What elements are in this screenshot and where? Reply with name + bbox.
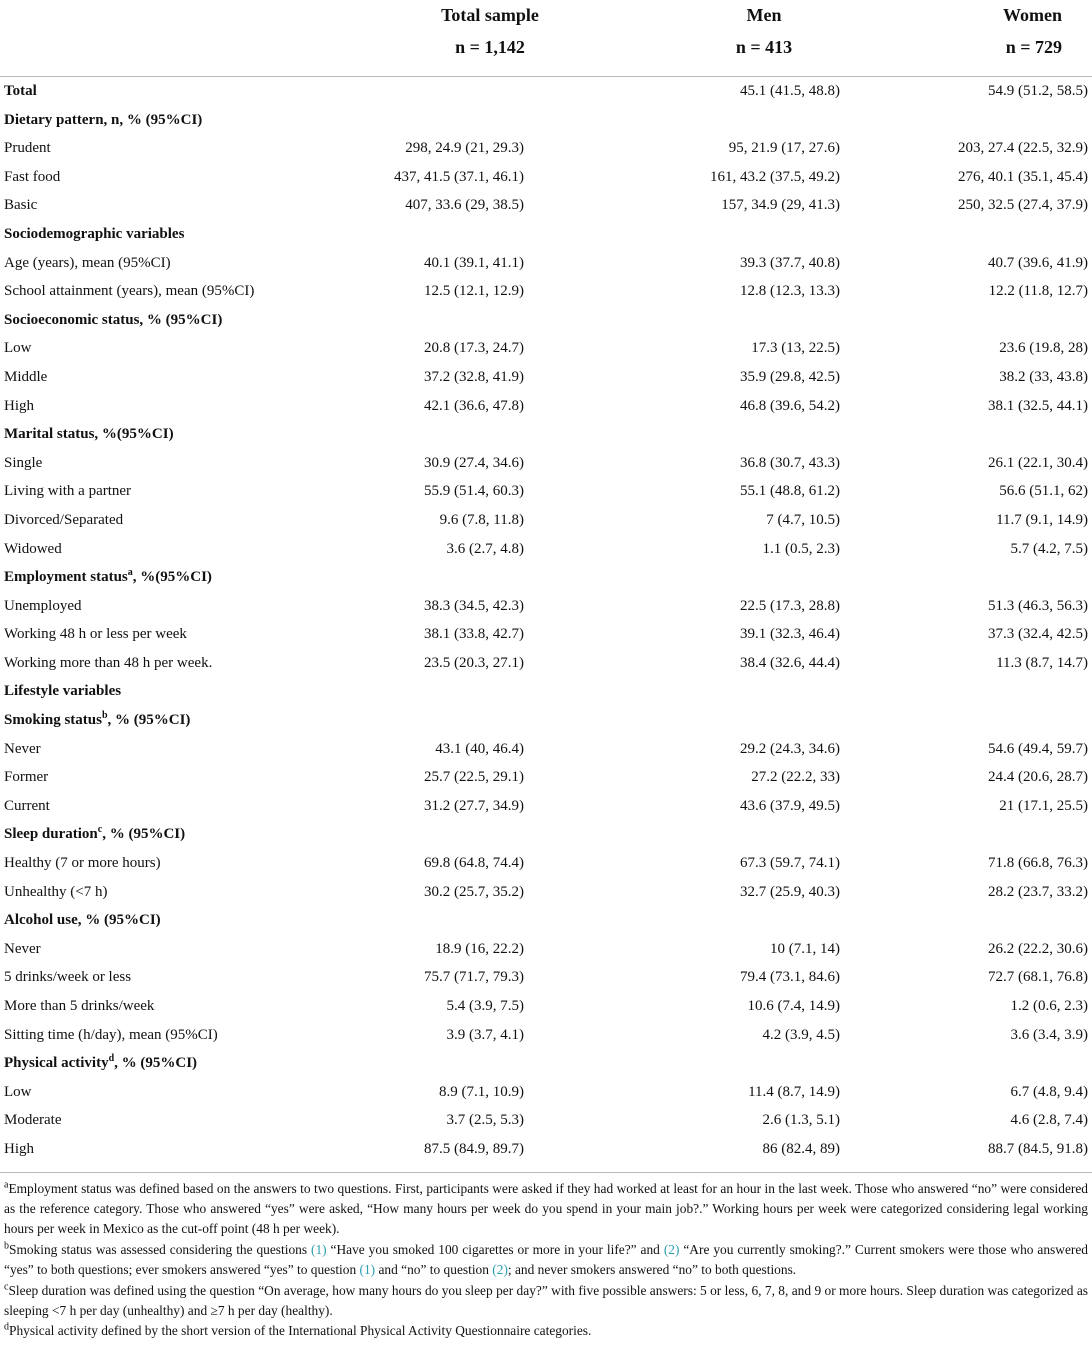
table-row <box>0 449 1092 478</box>
row-label-text: Current <box>4 797 50 814</box>
row-label-text: Single <box>4 454 43 471</box>
cell-total <box>316 1049 634 1078</box>
footnotes <box>0 1173 1092 1342</box>
table-row <box>0 963 1092 992</box>
cell-men <box>634 677 874 706</box>
cell-men: 157, 34.9 (29, 41.3) <box>721 197 840 214</box>
cell-total <box>316 820 634 849</box>
section-row <box>0 706 1092 735</box>
row-label <box>0 420 316 449</box>
row-label <box>0 1078 316 1107</box>
cell-women: 71.8 (66.8, 76.3) <box>988 855 1088 872</box>
row-label-footnote-marker: b <box>101 710 108 722</box>
row-label <box>0 820 316 849</box>
row-label <box>0 849 316 878</box>
row-label-text: Moderate <box>4 1112 62 1129</box>
cell-total: 8.9 (7.1, 10.9) <box>439 1083 524 1100</box>
table-row <box>0 763 1092 792</box>
cell-men: 32.7 (25.9, 40.3) <box>740 883 840 900</box>
row-label-text: Unemployed <box>4 597 82 614</box>
cell-men: 22.5 (17.3, 28.8) <box>740 597 840 614</box>
row-label <box>0 677 316 706</box>
cell-men: 79.4 (73.1, 84.6) <box>740 969 840 986</box>
cell-men: 10 (7.1, 14) <box>770 940 840 957</box>
row-label <box>0 649 316 678</box>
row-label <box>0 249 316 278</box>
row-label-text: Divorced/Separated <box>4 511 124 528</box>
row-label-text: Sociodemographic variables <box>4 225 185 242</box>
row-label-text: Prudent <box>4 140 51 157</box>
cell-women: 6.7 (4.8, 9.4) <box>1010 1083 1088 1100</box>
cell-total: 407, 33.6 (29, 38.5) <box>405 197 524 214</box>
cell-women: 250, 32.5 (27.4, 37.9) <box>958 197 1088 214</box>
cell-women: 1.2 (0.6, 2.3) <box>1010 998 1088 1014</box>
footnote-b-ref-4[interactable]: (2) <box>492 1262 508 1278</box>
table-body <box>0 77 1092 1164</box>
footnote-b-ref-3[interactable]: (1) <box>359 1262 376 1278</box>
cell-total: 40.1 (39.1, 41.1) <box>424 254 524 271</box>
cell-total <box>316 420 634 449</box>
row-label-suffix: , % (95%CI) <box>114 1055 198 1072</box>
row-label-text: Age (years), mean (95%CI) <box>4 254 171 271</box>
row-label <box>0 792 316 821</box>
cell-total: 55.9 (51.4, 60.3) <box>424 483 524 500</box>
row-label <box>0 735 316 764</box>
table-row <box>0 163 1092 192</box>
cell-total: 25.7 (22.5, 29.1) <box>424 769 524 786</box>
header-men-n: n = 413 <box>735 37 793 57</box>
row-label <box>0 306 316 335</box>
cell-women <box>874 677 1092 706</box>
footnote-b: $^b$Smoking status was assessed considering the questions (1) “Have you smoked 100 cigarettes or more in your life?” and (2) “Are you currently smoking?.” Current smokers were those who answered “yes” to both questions; ever smokers answered “yes” to question (1) and “no” to question (2); and never smokers answered “no” to both questions. <box>4 1240 1088 1278</box>
cell-women: 11.3 (8.7, 14.7) <box>996 654 1088 671</box>
cell-men: 86 (82.4, 89) <box>762 1140 840 1157</box>
cell-women: 54.9 (51.2, 58.5) <box>988 83 1088 99</box>
row-label-text: Healthy (7 or more hours) <box>4 855 161 872</box>
row-label-text: Sitting time (h/day), mean (95%CI) <box>4 1026 218 1043</box>
row-label-text: School attainment (years), mean (95%CI) <box>4 283 255 300</box>
cell-men: 4.2 (3.9, 4.5) <box>762 1026 840 1043</box>
table-row <box>0 277 1092 306</box>
row-label-text: Widowed <box>4 540 62 557</box>
table-row <box>0 249 1092 278</box>
row-label <box>0 535 316 564</box>
cell-women: 38.1 (32.5, 44.1) <box>988 397 1088 414</box>
header-empty-cell-2 <box>0 32 316 68</box>
cell-total: 3.9 (3.7, 4.1) <box>446 1026 524 1043</box>
cell-total: 437, 41.5 (37.1, 46.1) <box>394 168 524 185</box>
cell-total: 42.1 (36.6, 47.8) <box>424 397 524 414</box>
cell-men: 11.4 (8.7, 14.9) <box>748 1083 840 1100</box>
table-row <box>0 935 1092 964</box>
footnote-b-text-3: “Are you currently smoking?.” Current smokers were those who answered “yes” to both questions; ever smokers answered “yes” to question <box>4 1241 1088 1278</box>
row-label-text: Never <box>4 740 41 757</box>
row-label-text: Socioeconomic status, % (95%CI) <box>4 311 223 328</box>
cell-women <box>874 563 1092 592</box>
cell-total: 298, 24.9 (21, 29.3) <box>405 140 524 157</box>
table-row <box>0 878 1092 907</box>
cell-women: 26.2 (22.2, 30.6) <box>988 940 1088 957</box>
row-label <box>0 563 316 592</box>
footnote-a: $^a$Employment status was defined based on the answers to two questions. First, participants were asked if they had worked at least for an hour in the last week. Those who answered “no” were considered as the reference category. Those who answered “yes” were asked, “How many hours per week do you spend in your main job?.” Working hours per week were categorized considering legal working hours per week in Mexico as the cut-off point (48 h per week). <box>4 1179 1088 1237</box>
table-row <box>0 620 1092 649</box>
cell-women <box>874 706 1092 735</box>
cell-men: 46.8 (39.6, 54.2) <box>740 397 840 414</box>
header-empty-cell <box>0 0 316 32</box>
row-label <box>0 134 316 163</box>
row-label <box>0 935 316 964</box>
row-label-text: Unhealthy (<7 h) <box>4 883 108 900</box>
table-row <box>0 363 1092 392</box>
cell-men: 55.1 (48.8, 61.2) <box>740 483 840 500</box>
row-label <box>0 763 316 792</box>
cell-total: 75.7 (71.7, 79.3) <box>424 969 524 986</box>
row-label <box>0 620 316 649</box>
section-row <box>0 563 1092 592</box>
cell-men: 17.3 (13, 22.5) <box>751 340 840 357</box>
cell-total: 23.5 (20.3, 27.1) <box>424 654 524 671</box>
footnote-d: $^d$Physical activity defined by the short version of the International Physical Activity Questionnaire categories. <box>4 1321 592 1339</box>
cell-total: 31.2 (27.7, 34.9) <box>424 797 524 814</box>
table-row <box>0 849 1092 878</box>
cell-women: 37.3 (32.4, 42.5) <box>988 626 1088 643</box>
cell-total: 30.2 (25.7, 35.2) <box>424 883 524 900</box>
row-label-text: Working more than 48 h per week. <box>4 654 213 671</box>
row-label <box>0 706 316 735</box>
cell-women: 203, 27.4 (22.5, 32.9) <box>958 140 1088 157</box>
cell-total <box>316 563 634 592</box>
cell-men <box>634 1049 874 1078</box>
footnote-b-text-5: ; and never smokers answered “no” to both questions. <box>507 1262 797 1278</box>
cell-men <box>634 220 874 249</box>
row-label-text: High <box>4 1140 34 1157</box>
row-label <box>0 592 316 621</box>
cell-women: 4.6 (2.8, 7.4) <box>1010 1112 1088 1129</box>
row-label-suffix: , % (95%CI) <box>107 712 191 729</box>
row-label <box>0 392 316 421</box>
table-row <box>0 535 1092 564</box>
cell-women: 24.4 (20.6, 28.7) <box>988 769 1088 786</box>
cell-men: 39.3 (37.7, 40.8) <box>740 254 840 271</box>
row-label-text: More than 5 drinks/week <box>4 998 155 1014</box>
row-label <box>0 992 316 1021</box>
row-label-footnote-marker: a <box>127 567 133 579</box>
cell-men: 38.4 (32.6, 44.4) <box>740 654 840 671</box>
cell-men: 7 (4.7, 10.5) <box>766 511 840 528</box>
cell-women: 3.6 (3.4, 3.9) <box>1010 1026 1088 1043</box>
cell-men: 29.2 (24.3, 34.6) <box>740 740 840 757</box>
cell-total: 3.7 (2.5, 5.3) <box>446 1112 524 1129</box>
row-label-text: Total <box>4 83 37 99</box>
cell-total <box>316 220 634 249</box>
cell-total: 43.1 (40, 46.4) <box>435 740 524 757</box>
row-label-text: 5 drinks/week or less <box>4 969 132 986</box>
row-label <box>0 506 316 535</box>
cell-women <box>874 220 1092 249</box>
cell-total: 87.5 (84.9, 89.7) <box>424 1140 524 1157</box>
cell-total: 38.1 (33.8, 42.7) <box>424 626 524 643</box>
table-row <box>0 392 1092 421</box>
cell-total <box>316 677 634 706</box>
row-label-suffix: , % (95%CI) <box>102 826 186 843</box>
cell-men: 161, 43.2 (37.5, 49.2) <box>710 168 840 185</box>
cell-women: 56.6 (51.1, 62) <box>999 483 1088 500</box>
cell-women <box>874 820 1092 849</box>
section-row <box>0 906 1092 935</box>
cell-men: 27.2 (22.2, 33) <box>751 769 840 786</box>
footnote-b-text-2: “Have you smoked 100 cigarettes or more in your life?” and <box>326 1241 664 1257</box>
table-row <box>0 334 1092 363</box>
header-women: Women <box>1002 5 1062 25</box>
row-label <box>0 1049 316 1078</box>
cell-women <box>874 1049 1092 1078</box>
cell-women: 51.3 (46.3, 56.3) <box>988 597 1088 614</box>
cell-men <box>634 706 874 735</box>
row-label <box>0 277 316 306</box>
row-label <box>0 1021 316 1050</box>
row-label <box>0 220 316 249</box>
cell-total <box>316 706 634 735</box>
header-women-n: n = 729 <box>1005 37 1062 57</box>
header-total-sample: Total sample <box>441 5 539 25</box>
cell-men: 36.8 (30.7, 43.3) <box>740 454 840 471</box>
row-label <box>0 963 316 992</box>
row-label-footnote-marker: d <box>108 1053 115 1065</box>
cell-women: 38.2 (33, 43.8) <box>999 368 1088 385</box>
section-row <box>0 220 1092 249</box>
row-label-text: Employment status <box>4 569 128 586</box>
row-label-text: Former <box>4 769 49 786</box>
footnote-b-ref-1[interactable]: (1) <box>311 1241 327 1257</box>
cell-women: 28.2 (23.7, 33.2) <box>988 883 1088 900</box>
row-label <box>0 77 316 106</box>
cell-women: 26.1 (22.1, 30.4) <box>988 454 1088 471</box>
header-men: Men <box>746 5 782 25</box>
section-row <box>0 306 1092 335</box>
cell-women: 21 (17.1, 25.5) <box>999 797 1088 814</box>
footnote-b-text-1: Smoking status was assessed considering the questions <box>9 1241 311 1257</box>
cell-women: 40.7 (39.6, 41.9) <box>988 254 1088 271</box>
table-row <box>0 506 1092 535</box>
cell-men <box>634 906 874 935</box>
footnote-a-text: Employment status was defined based on the answers to two questions. First, participants were asked if they had worked at least for an hour in the last week. Those who answered “no” were considered as the reference category. Those who answered “yes” were asked, “How many hours per week do you spend in your main job?.” Working hours per week were categorized considering legal working hours per week in Mexico as the cut-off point (48 h per week). <box>4 1180 1088 1237</box>
table-row <box>0 1021 1092 1050</box>
row-label <box>0 477 316 506</box>
row-label-text: Living with a partner <box>4 483 132 500</box>
section-row <box>0 677 1092 706</box>
cell-men <box>634 306 874 335</box>
row-label-text: Fast food <box>4 168 61 185</box>
row-label <box>0 1106 316 1135</box>
table-row <box>0 649 1092 678</box>
row-label-text: Dietary pattern, n, % (95%CI) <box>4 111 203 128</box>
table-row <box>0 792 1092 821</box>
row-label <box>0 191 316 220</box>
cell-men: 39.1 (32.3, 46.4) <box>740 626 840 643</box>
table-row <box>0 992 1092 1021</box>
footnote-b-text-4: and “no” to question <box>375 1262 493 1278</box>
table-row <box>0 1078 1092 1107</box>
row-label-text: Middle <box>4 368 48 385</box>
row-label <box>0 1135 316 1164</box>
header-total-n: n = 1,142 <box>455 37 525 57</box>
section-row <box>0 106 1092 135</box>
row-label-text: Lifestyle variables <box>4 683 122 700</box>
cell-men: 43.6 (37.9, 49.5) <box>740 797 840 814</box>
cell-men: 2.6 (1.3, 5.1) <box>762 1112 840 1129</box>
cell-total <box>316 906 634 935</box>
row-label-text: Basic <box>4 197 38 214</box>
cell-men <box>634 820 874 849</box>
row-label-footnote-marker: c <box>97 824 103 836</box>
row-label <box>0 363 316 392</box>
row-label <box>0 449 316 478</box>
cell-total: 38.3 (34.5, 42.3) <box>424 597 524 614</box>
row-label-text: Low <box>4 340 32 357</box>
cell-women: 54.6 (49.4, 59.7) <box>988 740 1088 757</box>
cell-women: 12.2 (11.8, 12.7) <box>988 283 1088 300</box>
cell-total: 69.8 (64.8, 74.4) <box>424 855 524 872</box>
row-label-text: High <box>4 397 34 414</box>
row-label <box>0 334 316 363</box>
cell-total <box>316 306 634 335</box>
cell-women <box>874 420 1092 449</box>
footnote-b-ref-2[interactable]: (2) <box>663 1241 680 1257</box>
header-rule <box>0 68 1092 77</box>
cell-women <box>874 106 1092 135</box>
table-row <box>0 477 1092 506</box>
cell-total: 37.2 (32.8, 41.9) <box>424 368 524 385</box>
cell-total: 18.9 (16, 22.2) <box>435 940 524 957</box>
row-label-text: Physical activity <box>4 1055 109 1072</box>
footnote-d-text: Physical activity defined by the short version of the International Physical Activity Questionnaire categories. <box>9 1323 592 1339</box>
cell-men <box>634 106 874 135</box>
section-row <box>0 77 1092 106</box>
row-label <box>0 106 316 135</box>
section-row <box>0 1049 1092 1078</box>
cell-women: 88.7 (84.5, 91.8) <box>988 1140 1088 1157</box>
row-label <box>0 163 316 192</box>
section-row <box>0 420 1092 449</box>
row-label-text: Smoking status <box>4 712 102 729</box>
table-row <box>0 134 1092 163</box>
table-row <box>0 1106 1092 1135</box>
cell-men: 95, 21.9 (17, 27.6) <box>728 140 840 157</box>
cell-men: 67.3 (59.7, 74.1) <box>740 855 840 872</box>
cell-total: 9.6 (7.8, 11.8) <box>439 511 524 528</box>
cell-women: 276, 40.1 (35.1, 45.4) <box>958 168 1088 185</box>
section-row <box>0 820 1092 849</box>
row-label-text: Marital status, %(95%CI) <box>4 426 174 443</box>
cell-total <box>316 106 634 135</box>
cell-men: 35.9 (29.8, 42.5) <box>740 368 840 385</box>
cell-men <box>634 420 874 449</box>
cell-women: 23.6 (19.8, 28) <box>999 340 1088 357</box>
cell-men: 45.1 (41.5, 48.8) <box>740 83 840 99</box>
row-label <box>0 906 316 935</box>
table-row <box>0 191 1092 220</box>
table-row <box>0 1135 1092 1164</box>
cell-men <box>634 563 874 592</box>
table-row <box>0 735 1092 764</box>
row-label-text: Never <box>4 940 41 957</box>
cell-total: 12.5 (12.1, 12.9) <box>424 283 524 300</box>
cell-women: 72.7 (68.1, 76.8) <box>988 969 1088 986</box>
cell-total: 3.6 (2.7, 4.8) <box>446 540 524 557</box>
cell-women <box>874 306 1092 335</box>
cell-women: 11.7 (9.1, 14.9) <box>996 511 1088 528</box>
footnote-c: $^c$Sleep duration was defined using the question “On average, how many hours do you sleep per day?” with five possible answers: 5 or less, 6, 7, 8, and 9 or more hours. Sleep duration was categorized as sleeping <7 h per day (unhealthy) and ≥7 h per day (healthy). <box>4 1281 1088 1318</box>
cell-total: 20.8 (17.3, 24.7) <box>424 340 524 357</box>
cell-total: 5.4 (3.9, 7.5) <box>446 998 524 1014</box>
row-label-text: Working 48 h or less per week <box>4 626 187 643</box>
cell-men: 1.1 (0.5, 2.3) <box>762 540 840 557</box>
cell-total: 30.9 (27.4, 34.6) <box>424 454 524 471</box>
cell-women: 5.7 (4.2, 7.5) <box>1010 540 1088 557</box>
cell-total <box>316 77 634 106</box>
table-header <box>0 0 1092 77</box>
row-label-suffix: , %(95%CI) <box>132 569 212 586</box>
cell-men: 12.8 (12.3, 13.3) <box>740 283 840 300</box>
row-label-text: Sleep duration <box>4 826 98 843</box>
row-label-text: Alcohol use, % (95%CI) <box>4 912 161 929</box>
row-label <box>0 878 316 907</box>
cell-women <box>874 906 1092 935</box>
footnote-c-text: Sleep duration was defined using the question “On average, how many hours do you sleep per day?” with five possible answers: 5 or less, 6, 7, 8, and 9 or more hours. Sleep duration was categorized as sleeping <7 h per day (unhealthy) and ≥7 h per day (healthy). <box>4 1282 1088 1318</box>
row-label-text: Low <box>4 1083 32 1100</box>
table-row <box>0 592 1092 621</box>
cell-men: 10.6 (7.4, 14.9) <box>747 998 840 1014</box>
